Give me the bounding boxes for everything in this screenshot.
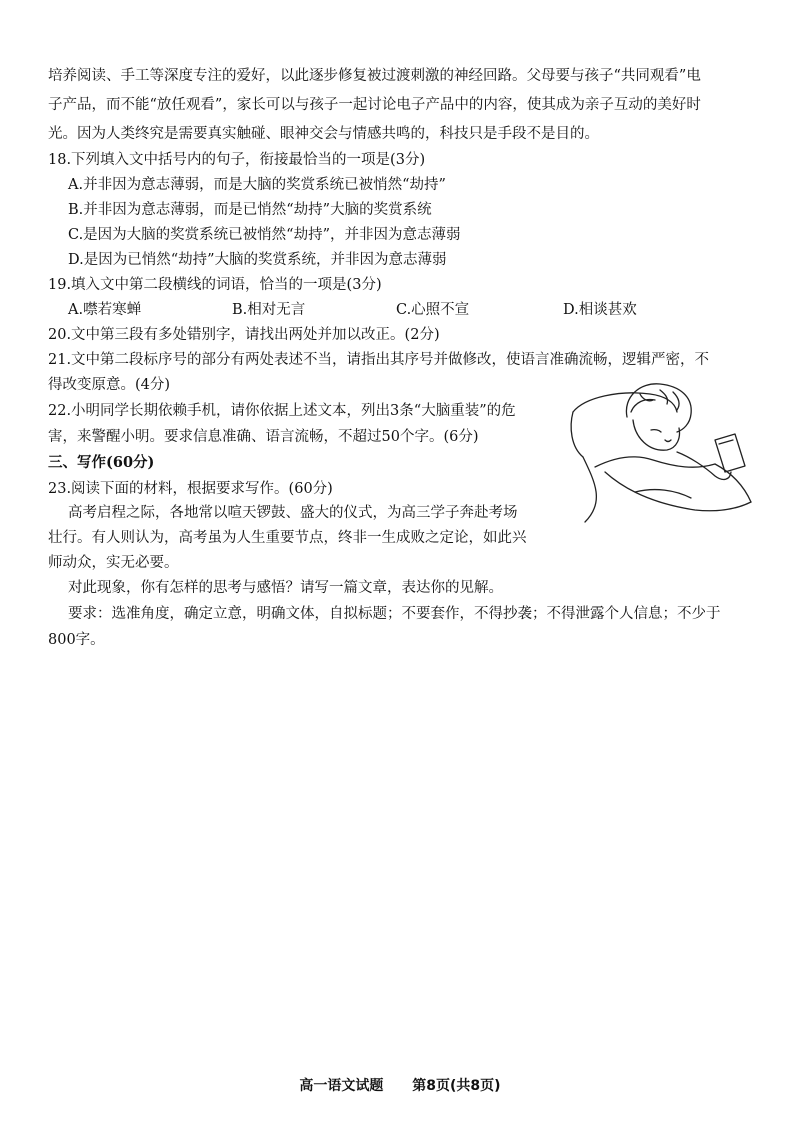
question-19-option-c: C.心照不宣 [396, 302, 470, 318]
question-18-stem: 18.下列填入文中括号内的句子，衔接最恰当的一项是(3分) [48, 152, 426, 168]
question-18-option-a: A.并非因为意志薄弱，而是大脑的奖赏系统已被悄然“劫持” [68, 177, 446, 193]
question-22-line-1: 22.小明同学长期依赖手机，请你依据上述文本，列出3条“大脑重装”的危 [48, 403, 516, 419]
child-with-phone-illustration [565, 372, 755, 527]
question-23-material-3: 师动众，实无必要。 [48, 555, 179, 571]
question-19-option-b: B.相对无言 [232, 302, 306, 318]
question-19-stem: 19.填入文中第二段横线的词语，恰当的一项是(3分) [48, 277, 382, 293]
footer-title: 高一语文试题 [299, 1078, 384, 1094]
passage-line-1: 培养阅读、手工等深度专注的爱好，以此逐步修复被过渡刺激的神经回路。父母要与孩子“共同观看”电 [48, 68, 701, 84]
footer-page-number: 第8页(共8页) [412, 1078, 501, 1094]
question-23-prompt: 对此现象，你有怎样的思考与感悟？请写一篇文章，表达你的见解。 [68, 580, 503, 596]
question-23-requirement-2: 800字。 [48, 632, 105, 648]
question-18-option-d: D.是因为已悄然“劫持”大脑的奖赏系统，并非因为意志薄弱 [68, 252, 447, 268]
question-18-option-c: C.是因为大脑的奖赏系统已被悄然“劫持”，并非因为意志薄弱 [68, 227, 461, 243]
question-23-material-2: 壮行。有人则认为，高考虽为人生重要节点，终非一生成败之定论，如此兴 [48, 530, 527, 546]
question-19-option-a: A.噤若寒蝉 [68, 302, 142, 318]
question-21-line-2: 得改变原意。(4分) [48, 377, 171, 393]
question-18-option-b: B.并非因为意志薄弱，而是已悄然“劫持”大脑的奖赏系统 [68, 202, 432, 218]
question-23-stem: 23.阅读下面的材料，根据要求写作。(60分) [48, 481, 333, 497]
question-22-line-2: 害，来警醒小明。要求信息准确、语言流畅，不超过50个字。(6分) [48, 429, 479, 445]
question-23-material-1: 高考启程之际，各地常以喧天锣鼓、盛大的仪式，为高三学子奔赴考场 [68, 505, 518, 521]
question-23-requirement-1: 要求：选准角度，确定立意，明确文体，自拟标题；不要套作，不得抄袭；不得泄露个人信息；不少于 [68, 606, 721, 622]
page-footer [0, 1075, 800, 1095]
question-21-line-1: 21.文中第二段标序号的部分有两处表述不当，请指出其序号并做修改，使语言准确流畅，逻辑严密，不 [48, 352, 710, 368]
passage-line-3: 光。因为人类终究是需要真实触碰、眼神交会与情感共鸣的，科技只是手段不是目的。 [48, 126, 599, 142]
passage-line-2: 子产品，而不能“放任观看”，家长可以与孩子一起讨论电子产品中的内容，使其成为亲子互动的美好时 [48, 97, 701, 113]
question-20-stem: 20.文中第三段有多处错别字，请找出两处并加以改正。(2分) [48, 327, 440, 343]
section-3-title: 三、写作(60分) [48, 454, 155, 471]
question-19-option-d: D.相谈甚欢 [563, 302, 637, 318]
